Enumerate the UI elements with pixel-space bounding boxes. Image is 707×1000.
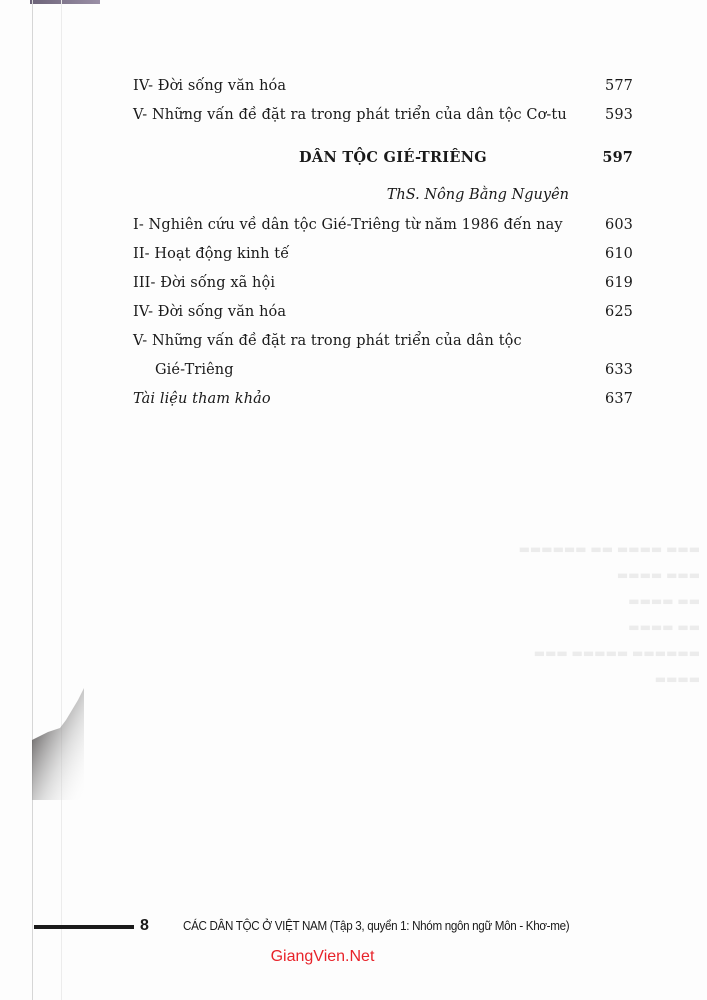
toc-entry-title: V- Những vấn đề đặt ra trong phát triển của dân tộc Cơ-tu: [133, 107, 567, 123]
references-title: Tài liệu tham khảo: [133, 391, 271, 407]
toc-entry[interactable]: [133, 298, 633, 327]
page-number: 8: [140, 917, 149, 934]
toc-entry-title: IV- Đời sống văn hóa: [133, 304, 287, 320]
toc-entry[interactable]: [133, 211, 633, 240]
section-author: ThS. Nông Bằng Nguyên: [386, 187, 569, 203]
toc-entry-title: Gié-Triêng: [155, 362, 234, 378]
toc-entry-page: 619: [605, 275, 633, 291]
scan-edge-strip: [30, 0, 100, 4]
toc-entry-page: 593: [605, 107, 633, 123]
toc-entry-page: 610: [605, 246, 633, 262]
toc-entry-page: 625: [605, 304, 633, 320]
toc-entry-page: 633: [605, 362, 633, 378]
toc-entry[interactable]: [133, 72, 633, 101]
bleed-through-text: ▬▬▬ ▬▬▬▬ ▬▬ ▬▬▬▬▬▬ ▬▬▬ ▬▬▬▬ ▬▬ ▬▬▬▬ ▬▬ ▬▬▬▬ ▬▬▬▬▬▬ ▬▬▬▬▬ ▬▬▬ ▬▬▬▬: [518, 542, 700, 686]
toc-entry[interactable]: [133, 327, 633, 356]
toc-entry-title: IV- Đời sống văn hóa: [133, 78, 287, 94]
toc-entry-title: V- Những vấn đề đặt ra trong phát triển của dân tộc: [133, 333, 522, 349]
toc-entry-title: III- Đời sống xã hội: [133, 275, 276, 291]
toc-entry-page: 577: [605, 78, 633, 94]
watermark-text: GiangVien.Net: [270, 948, 375, 965]
references-page: 637: [605, 391, 633, 407]
toc-entry-continuation[interactable]: [133, 356, 633, 385]
section-page: 597: [602, 149, 633, 166]
watermark: [0, 948, 707, 966]
section-title: DÂN TỘC GIÉ-TRIÊNG: [299, 149, 487, 166]
footer-rule: [34, 925, 134, 929]
toc-entry-title: I- Nghiên cứu về dân tộc Gié-Triêng từ năm 1986 đến nay: [133, 217, 563, 233]
toc-entry-page: 603: [605, 217, 633, 233]
toc-references[interactable]: [133, 385, 633, 414]
page-gutter-line: [61, 0, 62, 1000]
toc-section-heading[interactable]: [133, 141, 633, 175]
toc-entry[interactable]: [133, 101, 633, 130]
torn-corner-shadow: [30, 680, 85, 800]
page-left-edge: [32, 0, 33, 1000]
running-title: CÁC DÂN TỘC Ở VIỆT NAM (Tập 3, quyển 1: Nhóm ngôn ngữ Môn - Khơ-me): [182, 919, 570, 933]
toc-entry-title: II- Hoạt động kinh tế: [133, 246, 290, 262]
table-of-contents: [133, 72, 633, 414]
toc-entry[interactable]: [133, 240, 633, 269]
toc-entry[interactable]: [133, 269, 633, 298]
page-footer: [34, 914, 694, 938]
